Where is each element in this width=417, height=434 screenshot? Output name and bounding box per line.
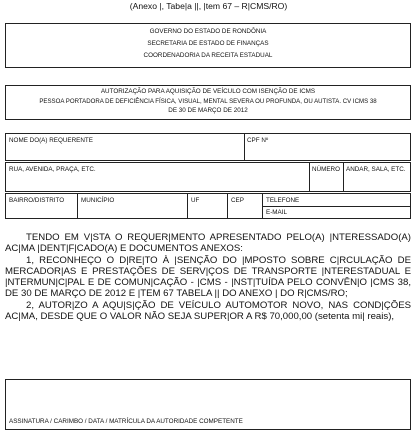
cpf-label: CPF Nº bbox=[247, 137, 269, 144]
government-name: GOVERNO DO ESTADO DE RONDÔNIA bbox=[149, 28, 267, 35]
government-header-box bbox=[5, 23, 411, 68]
zip-label: CEP bbox=[231, 197, 244, 204]
state-label: UF bbox=[191, 197, 200, 204]
address-row bbox=[5, 162, 411, 192]
divider bbox=[187, 194, 188, 218]
authorization-paragraph-1: TENDO EM V|STA O REQUER|MENTO APRESENTADO PELO(A) |NTERESSADO(A) AC|MA |DENT|F|CADO(A) E DOCUMENTOS ANEXOS: bbox=[5, 232, 411, 255]
header-reference: (Anexo |, Tabe|a ||, |tem 67 – R|CMS/RO) bbox=[129, 1, 288, 11]
signature-box bbox=[5, 379, 411, 430]
requester-row bbox=[5, 133, 411, 161]
coordination-name: COORDENADORIA DA RECEITA ESTADUAL bbox=[143, 52, 273, 59]
form-subtitle: PESSOA PORTADORA DE DEFICIÊNCIA FÍSICA, VISUAL, MENTAL SEVERA OU PROFUNDA, OU AUTISTA. CV ICMS 38 bbox=[39, 98, 377, 105]
authorization-paragraph-2: 1, RECONHEÇO O D|RE|TO À |SENÇÃO DO |MPOSTO SOBRE C|RCULAÇÃO DE MERCADOR|AS E PRESTAÇÕES DE SERV|ÇOS DE TRANSPORTE |NTERESTADUAL E |NTERMUN|C|PAL E DE COMUN|CAÇÃO - |CMS - |NST|TUÍDA PELO CONVÊN|O |CMS 38, DE 30 DE MARÇO DE 2012 E |TEM 67 TABELA || DO ANEXO | DO R|CMS/RO; bbox=[5, 254, 411, 300]
email-label: E-MAIL bbox=[266, 209, 287, 216]
signature-label: ASSINATURA / CARIMBO / DATA / MATRÍCULA DA AUTORIDADE COMPETENTE bbox=[9, 418, 243, 425]
municipality-label: MUNICÍPIO bbox=[81, 197, 115, 204]
district-label: BAIRRO/DISTRITO bbox=[9, 197, 65, 204]
form-title-box bbox=[5, 85, 411, 120]
requester-name-label: NOME DO(A) REQUERENTE bbox=[9, 137, 93, 144]
divider bbox=[343, 163, 344, 191]
form-subtitle-date: DE 30 DE MARÇO DE 2012 bbox=[168, 107, 248, 114]
locality-row bbox=[5, 193, 411, 219]
divider bbox=[77, 194, 78, 218]
form-title: AUTORIZAÇÃO PARA AQUISIÇÃO DE VEÍCULO COM ISENÇÃO DE ICMS bbox=[100, 88, 316, 95]
secretariat-name: SECRETARIA DE ESTADO DE FINANÇAS bbox=[147, 40, 269, 47]
number-label: NÚMERO bbox=[312, 166, 340, 173]
divider bbox=[244, 134, 245, 160]
floor-label: ANDAR, SALA, ETC. bbox=[346, 166, 406, 173]
authorization-text bbox=[5, 232, 411, 322]
divider bbox=[309, 163, 310, 191]
divider bbox=[262, 206, 410, 207]
divider bbox=[227, 194, 228, 218]
authorization-paragraph-3: 2, AUTOR|ZO A AQU|S|ÇÃO DE VEÍCULO AUTOMOTOR NOVO, NAS COND|ÇÕES AC|MA, DESDE QUE O VALOR NÃO SEJA SUPER|OR A R$ 70,000,00 (setenta mi| reais), bbox=[5, 299, 411, 323]
street-label: RUA, AVENIDA, PRAÇA, ETC. bbox=[9, 166, 96, 173]
phone-label: TELEFONE bbox=[266, 197, 300, 204]
